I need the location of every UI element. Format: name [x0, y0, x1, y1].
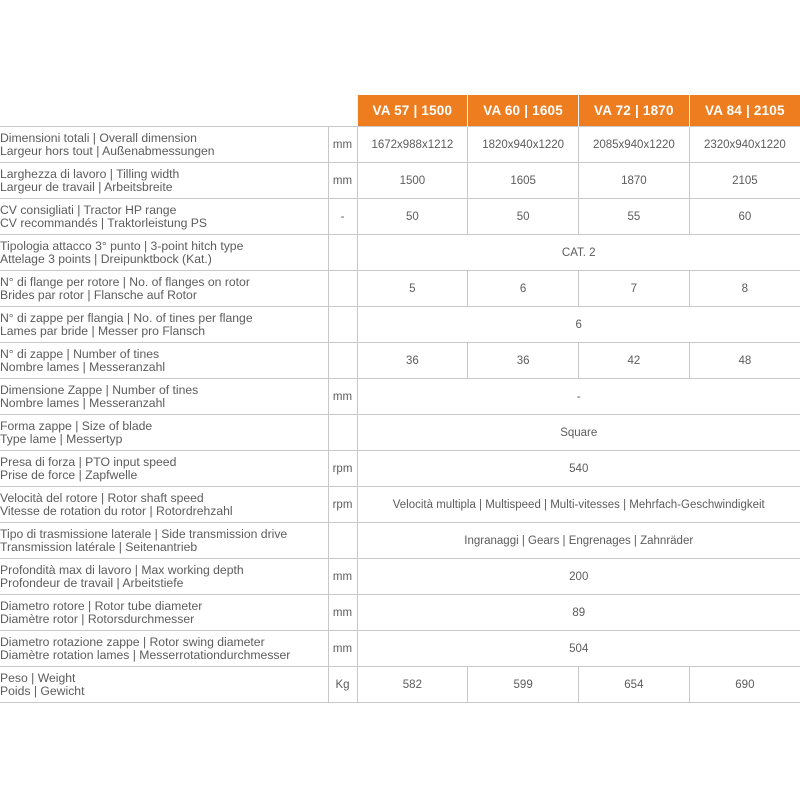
- spec-table-body: [0, 127, 800, 703]
- header-blank-cell: [0, 95, 357, 127]
- spec-label-secondary: Largeur de travail | Arbeitsbreite: [0, 179, 173, 194]
- spec-value-cell: 1605: [468, 163, 579, 199]
- spec-label-cell: [0, 271, 328, 307]
- spec-label-primary: Diametro rotazione zappe | Rotor swing diameter: [0, 634, 265, 649]
- spec-value-cell: 36: [357, 343, 468, 379]
- spec-label-cell: [0, 415, 328, 451]
- spec-row: [0, 451, 800, 487]
- spec-value-cell: 6: [468, 271, 579, 307]
- spec-value-cell: 2085x940x1220: [579, 127, 690, 163]
- spec-label-cell: [0, 235, 328, 271]
- spec-row: [0, 415, 800, 451]
- spec-label-cell: [0, 667, 328, 703]
- spec-value-cell: 55: [579, 199, 690, 235]
- spec-value-cell-merged: CAT. 2: [357, 235, 800, 271]
- model-header-va57: VA 57 | 1500: [357, 95, 468, 127]
- spec-row: [0, 343, 800, 379]
- spec-unit-cell: Kg: [328, 667, 357, 703]
- spec-unit-cell: mm: [328, 631, 357, 667]
- model-header-row: [0, 95, 800, 127]
- spec-value-cell-merged: 200: [357, 559, 800, 595]
- spec-row: [0, 271, 800, 307]
- spec-label-primary: N° di zappe | Number of tines: [0, 346, 160, 361]
- spec-unit-cell: [328, 343, 357, 379]
- spec-row: [0, 559, 800, 595]
- spec-unit-cell: mm: [328, 163, 357, 199]
- spec-label-primary: Forma zappe | Size of blade: [0, 418, 153, 433]
- spec-label-primary: Dimensione Zappe | Number of tines: [0, 382, 199, 397]
- spec-label-primary: Velocità del rotore | Rotor shaft speed: [0, 490, 204, 505]
- spec-value-cell: 2105: [689, 163, 800, 199]
- spec-unit-cell: -: [328, 199, 357, 235]
- spec-row: [0, 487, 800, 523]
- spec-label-primary: Presa di forza | PTO input speed: [0, 454, 177, 469]
- spec-value-cell: 1820x940x1220: [468, 127, 579, 163]
- spec-value-cell: 36: [468, 343, 579, 379]
- spec-value-cell: 654: [579, 667, 690, 703]
- spec-label-cell: [0, 379, 328, 415]
- spec-value-cell-merged: 504: [357, 631, 800, 667]
- spec-label-secondary: Brides par rotor | Flansche auf Rotor: [0, 287, 197, 302]
- spec-value-cell: 1500: [357, 163, 468, 199]
- spec-unit-cell: [328, 415, 357, 451]
- spec-label-cell: [0, 487, 328, 523]
- spec-value-cell-merged: Square: [357, 415, 800, 451]
- spec-unit-cell: [328, 235, 357, 271]
- spec-label-primary: Diametro rotore | Rotor tube diameter: [0, 598, 203, 613]
- spec-row: [0, 523, 800, 559]
- spec-value-cell: 60: [689, 199, 800, 235]
- spec-label-secondary: Prise de force | Zapfwelle: [0, 467, 138, 482]
- spec-unit-cell: mm: [328, 595, 357, 631]
- spec-unit-cell: [328, 523, 357, 559]
- spec-label-cell: [0, 343, 328, 379]
- spec-value-cell: 2320x940x1220: [689, 127, 800, 163]
- spec-unit-cell: mm: [328, 379, 357, 415]
- spec-value-cell-merged: 6: [357, 307, 800, 343]
- spec-value-cell-merged: -: [357, 379, 800, 415]
- spec-label-cell: [0, 595, 328, 631]
- spec-label-cell: [0, 523, 328, 559]
- spec-label-cell: [0, 631, 328, 667]
- spec-label-secondary: Poids | Gewicht: [0, 683, 85, 698]
- spec-value-cell: 1672x988x1212: [357, 127, 468, 163]
- spec-value-cell: 50: [468, 199, 579, 235]
- spec-label-secondary: Type lame | Messertyp: [0, 431, 123, 446]
- spec-row: [0, 667, 800, 703]
- spec-label-primary: Dimensioni totali | Overall dimension: [0, 130, 197, 145]
- spec-row: [0, 163, 800, 199]
- spec-label-primary: Larghezza di lavoro | Tilling width: [0, 166, 180, 181]
- spec-value-cell: 5: [357, 271, 468, 307]
- spec-unit-cell: rpm: [328, 487, 357, 523]
- spec-label-cell: [0, 127, 328, 163]
- spec-label-secondary: Transmission latérale | Seitenantrieb: [0, 539, 198, 554]
- spec-label-secondary: Nombre lames | Messeranzahl: [0, 395, 166, 410]
- spec-value-cell: 1870: [579, 163, 690, 199]
- spec-unit-cell: [328, 307, 357, 343]
- spec-label-secondary: Lames par bride | Messer pro Flansch: [0, 323, 206, 338]
- model-header-va84: VA 84 | 2105: [689, 95, 800, 127]
- spec-value-cell-merged: 89: [357, 595, 800, 631]
- spec-row: [0, 235, 800, 271]
- spec-value-cell-merged: Velocità multipla | Multispeed | Multi-vitesses | Mehrfach-Geschwindigkeit: [357, 487, 800, 523]
- spec-label-cell: [0, 307, 328, 343]
- specification-table: [0, 95, 800, 703]
- spec-row: [0, 307, 800, 343]
- spec-row: [0, 127, 800, 163]
- spec-label-secondary: Largeur hors tout | Außenabmessungen: [0, 143, 215, 158]
- spec-label-cell: [0, 559, 328, 595]
- spec-label-primary: N° di flange per rotore | No. of flanges on rotor: [0, 274, 250, 289]
- spec-label-primary: Tipo di trasmissione laterale | Side transmission drive: [0, 526, 288, 541]
- spec-row: [0, 595, 800, 631]
- spec-label-primary: Tipologia attacco 3° punto | 3-point hitch type: [0, 238, 244, 253]
- spec-unit-cell: mm: [328, 127, 357, 163]
- spec-label-primary: Peso | Weight: [0, 670, 76, 685]
- spec-unit-cell: rpm: [328, 451, 357, 487]
- spec-value-cell: 42: [579, 343, 690, 379]
- model-header-va72: VA 72 | 1870: [579, 95, 690, 127]
- spec-label-primary: CV consigliati | Tractor HP range: [0, 202, 177, 217]
- spec-label-secondary: Vitesse de rotation du rotor | Rotordrehzahl: [0, 503, 233, 518]
- spec-unit-cell: [328, 271, 357, 307]
- spec-value-cell: 582: [357, 667, 468, 703]
- spec-label-secondary: Profondeur de travail | Arbeitstiefe: [0, 575, 184, 590]
- model-header-va60: VA 60 | 1605: [468, 95, 579, 127]
- spec-label-secondary: Diamètre rotor | Rotorsdurchmesser: [0, 611, 195, 626]
- spec-unit-cell: mm: [328, 559, 357, 595]
- spec-label-secondary: CV recommandés | Traktorleistung PS: [0, 215, 208, 230]
- spec-row: [0, 199, 800, 235]
- spec-value-cell: 8: [689, 271, 800, 307]
- spec-value-cell: 7: [579, 271, 690, 307]
- spec-row: [0, 631, 800, 667]
- spec-label-primary: Profondità max di lavoro | Max working depth: [0, 562, 244, 577]
- spec-value-cell: 48: [689, 343, 800, 379]
- spec-label-cell: [0, 163, 328, 199]
- spec-label-secondary: Attelage 3 points | Dreipunktbock (Kat.): [0, 251, 212, 266]
- spec-value-cell: 50: [357, 199, 468, 235]
- spec-label-cell: [0, 451, 328, 487]
- spec-value-cell-merged: 540: [357, 451, 800, 487]
- spec-row: [0, 379, 800, 415]
- spec-value-cell-merged: Ingranaggi | Gears | Engrenages | Zahnräder: [357, 523, 800, 559]
- spec-value-cell: 599: [468, 667, 579, 703]
- spec-label-primary: N° di zappe per flangia | No. of tines per flange: [0, 310, 253, 325]
- spec-label-secondary: Nombre lames | Messeranzahl: [0, 359, 166, 374]
- spec-label-cell: [0, 199, 328, 235]
- spec-label-secondary: Diamètre rotation lames | Messerrotationdurchmesser: [0, 647, 291, 662]
- spec-value-cell: 690: [689, 667, 800, 703]
